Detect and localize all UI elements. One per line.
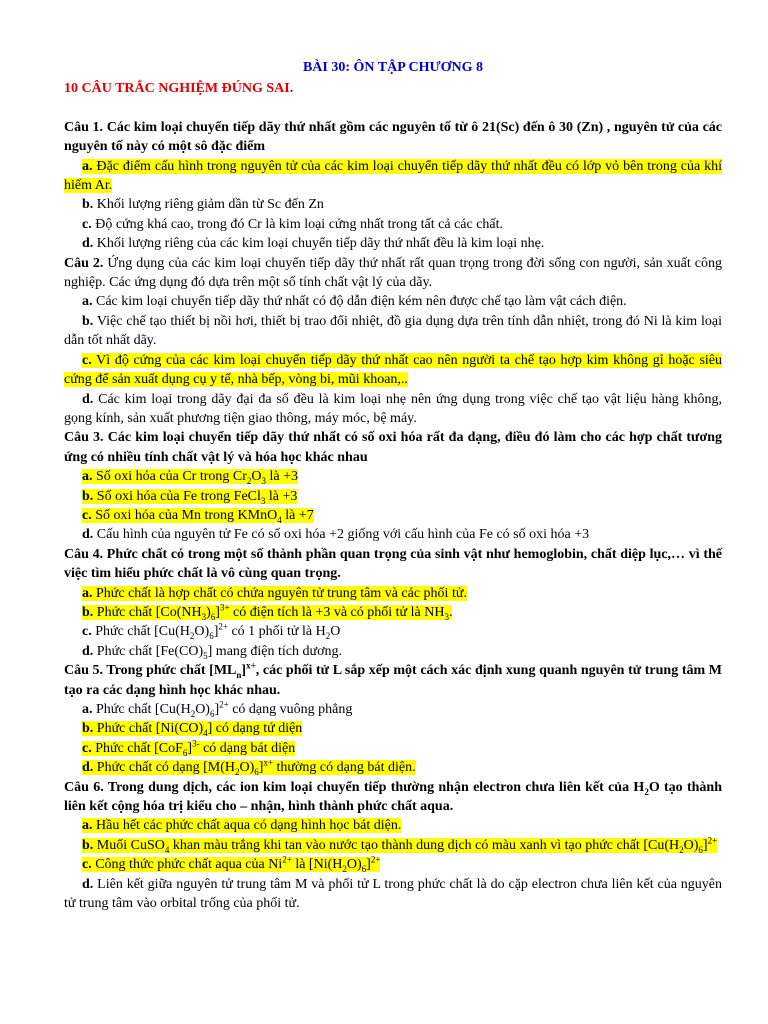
question-6-option-d: d. Liên kết giữa nguyên tử trung tâm M và phối tử L trong phức chất là do cặp electron chưa liên kết của nguyên tử trung tâm vào orbital trống của phối tử. (64, 876, 722, 912)
question-4-option-a: a. Phức chất là hợp chất có chứa nguyên tử trung tâm và các phối tử. (82, 585, 467, 601)
question-5-option-b: b. Phức chất $[Ni(CO)_4]$ có dạng tứ diện (82, 721, 303, 739)
question-5-option-d: d. Phức chất có dạng $[M(H_2O)_6]^{x+}$ thường có dạng bát diện. (82, 757, 416, 778)
question-4-option-c: c. Phức chất $[Cu(H_2O)_6]^{2+}$ có 1 phối tử là $H_2O$ (82, 621, 341, 642)
question-2-option-b: b. Việc chế tạo thiết bị nồi hơi, thiết bị trao đổi nhiệt, đồ gia dụng dựa trên tính dẫn nhiệt, trong đó Ni là kim loại dẫn tốt nhất dãy. (64, 313, 722, 349)
question-2-option-d: d. Các kim loại trong dãy đại đa số đều là kim loại nhẹ nên ứng dụng trong việc chế tạo vật liệu hàng không, gọng kính, sản xuất phương tiện giao thông, máy móc, bệ máy. (64, 391, 723, 426)
question-3-stem: Câu 3. Các kim loại chuyển tiếp dãy thứ nhất có số oxi hóa rất đa dạng, điều đó làm cho các hợp chất tương ứng có nhiều tính chất vật lý và hóa học khác nhau (64, 430, 722, 465)
document-page (64, 58, 722, 913)
question-5-stem: Câu 5. Trong phức chất $[ML_n]^{x+}$, các phối tử L sắp xếp một cách xác định xung quanh nguyên tử trung tâm M tạo ra các dạng hình học khác nhau. (64, 660, 722, 698)
question-1-option-a: a. Đặc điểm cấu hình trong nguyên tử của các kim loại chuyển tiếp dãy thứ nhất đều có lớp vỏ bên trong của khí hiếm Ar. (64, 158, 723, 194)
question-3-option-a: a. Số oxi hóa của Cr trong $Cr_2O_3$ là +3 (82, 469, 298, 486)
question-1-stem: Câu 1. Các kim loại chuyển tiếp dãy thứ nhất gồm các nguyên tố từ ô 21(Sc) đến ô 30 (Zn) , nguyên tử của các nguyên tố này có một sô đặc điểm (64, 119, 722, 155)
question-5-option-a: a. Phức chất $[Cu(H_2O)_6]^{2+}$ có dạng vuông phẳng (82, 699, 353, 719)
page-subtitle: 10 CÂU TRẮC NGHIỆM ĐÚNG SAI. (64, 81, 294, 97)
question-1-option-c: c. Độ cứng khá cao, trong đó Cr là kim loại cứng nhất trong tất cả các chất. (82, 216, 504, 232)
question-5-option-c: c. Phức chất $[CoF_6]^{3-}$ có dạng bát diện (82, 738, 296, 758)
question-6-option-a: a. Hầu hết các phức chất aqua có dạng hình học bát diện. (82, 818, 402, 834)
question-2-stem: Câu 2. Ứng dụng của các kim loại chuyển tiếp dãy thứ nhất rất quan trọng trong đời sống con người, sản xuất công nghiệp. Các ứng dụng đó dựa trên một số tính chất vật lý của dãy. (64, 255, 722, 291)
question-3-option-c: c. Số oxi hóa của Mn trong KMnO$_4$ là +7 (82, 507, 314, 525)
question-2-option-c: c. Vì độ cứng của các kim loại chuyển tiếp dãy thứ nhất cao nên người ta chế tạo hợp kim không gỉ hoặc siêu cứng để sản xuất dụng cụ y tế, nhà bếp, vòng bi, mũi khoan,.. (64, 352, 722, 388)
question-6-option-b: b. Muối CuSO$_4$ khan màu trắng khi tan vào nước tạo thành dung dịch có màu xanh vì tạo phức chất $[Cu(H_2O)_6]^{2+}$ (82, 835, 718, 855)
question-1-option-b: b. Khối lượng riêng giảm dần từ Sc đến Zn (82, 197, 324, 213)
question-4-stem: Câu 4. Phức chất có trong một số thành phần quan trọng của sinh vật như hemoglobin, chất diệp lục,… vì thế việc tìm hiểu phức chất là vô cùng quan trọng. (64, 546, 722, 582)
question-4-option-b: b. Phức chất $[Co(NH_3)_6]^{3+}$ có điện tích là +3 và có phối tử là $NH_3$. (82, 602, 453, 622)
question-3-option-b: b. Số oxi hóa của Fe trong FeCl$_3$ là +3 (82, 488, 298, 506)
question-4-option-d: d. Phức chất $[Fe(CO)_5]$ mang điện tích dương. (82, 643, 342, 661)
question-1-option-d: d. Khối lượng riêng của các kim loại chuyển tiếp dãy thứ nhất đều là kim loại nhẹ. (82, 236, 545, 252)
question-6-option-c: c. Công thức phức chất aqua của $Ni^{2+}$ là $[Ni(H_2O)_6]^{2+}$ (82, 854, 381, 875)
question-3-option-d: d. Cấu hình của nguyên tử Fe có số oxi hóa +2 giống với cấu hình của Fe có số oxi hóa +3 (82, 527, 590, 543)
page-title: BÀI 30: ÔN TẬP CHƯƠNG 8 (302, 60, 484, 75)
question-6-stem: Câu 6. Trong dung dịch, các ion kim loại chuyển tiếp thường nhận electron chưa liên kết của $H_2O$ tạo thành liên kết cộng hóa trị kiểu cho – nhận, hình thành phức chất aqua. (64, 779, 723, 815)
question-2-option-a: a. Các kim loại chuyển tiếp dãy thứ nhất có độ dẫn điện kém nên được chế tạo làm vật cách điện. (82, 294, 627, 310)
